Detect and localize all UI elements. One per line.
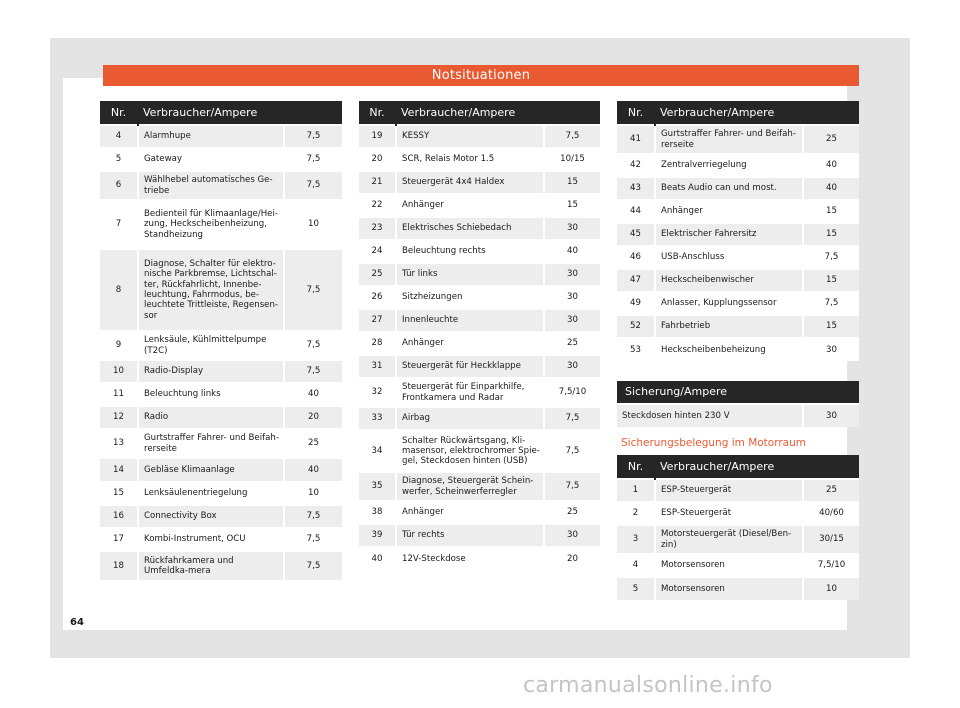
consumer-cell: Motorsensoren (655, 577, 803, 600)
ampere-cell: 40/60 (803, 502, 859, 525)
ampere-cell: 7,5 (284, 528, 342, 551)
fuse-number-cell: 38 (359, 501, 396, 524)
consumer-cell: Anhänger (396, 332, 544, 355)
consumer-cell: Elektrisches Schiebedach (396, 217, 544, 240)
fuse-ampere-table (617, 403, 859, 427)
header-consumer: Verbraucher/Ampere (138, 101, 342, 125)
consumer-cell: Gebläse Klimaanlage (138, 458, 284, 482)
ampere-cell: 15 (803, 315, 859, 338)
fuse-number-cell: 49 (617, 292, 655, 315)
fuse-number-cell: 5 (100, 148, 138, 171)
fuse-number-cell: 21 (359, 171, 396, 194)
ampere-cell: 30 (544, 309, 600, 332)
ampere-cell: 10 (284, 200, 342, 249)
ampere-cell: 40 (803, 154, 859, 177)
engine-compartment-heading: Sicherungsbelegung im Motorraum (621, 437, 806, 449)
table-row (617, 154, 859, 177)
table-row (100, 148, 342, 171)
consumer-cell: Schalter Rückwärtsgang, Kli-masensor, elektrochromer Spie-gel, Steckdosen hinten (USB) (396, 430, 544, 472)
ampere-cell: 7,5 (284, 331, 342, 360)
ampere-cell: 30 (544, 286, 600, 309)
fuse-number-cell: 27 (359, 309, 396, 332)
table-row (617, 315, 859, 338)
fuse-number-cell: 22 (359, 194, 396, 217)
table-row (100, 429, 342, 458)
ampere-cell: 25 (544, 501, 600, 524)
ampere-cell: 7,5 (803, 292, 859, 315)
table-row (359, 355, 600, 378)
header-nr: Nr. (617, 455, 655, 479)
fuse-number-cell: 52 (617, 315, 655, 338)
fuse-number-cell: 19 (359, 125, 396, 148)
consumer-cell: Beleuchtung rechts (396, 240, 544, 263)
fuse-number-cell: 35 (359, 472, 396, 501)
table-row (617, 177, 859, 200)
ampere-cell: 10 (284, 482, 342, 505)
table-row (359, 125, 600, 148)
consumer-cell: Anhänger (396, 194, 544, 217)
fuse-number-cell: 12 (100, 406, 138, 429)
consumer-cell: Diagnose, Steuergerät Schein-werfer, Scheinwerferregler (396, 472, 544, 501)
consumer-cell: Motorsensoren (655, 554, 803, 577)
table-row (617, 269, 859, 292)
ampere-cell: 7,5 (544, 430, 600, 472)
consumer-cell: Steuergerät für Einparkhilfe, Frontkamera und Radar (396, 378, 544, 407)
fuse-number-cell: 4 (100, 125, 138, 148)
consumer-cell: USB-Anschluss (655, 246, 803, 269)
table-row (359, 309, 600, 332)
consumer-cell: ESP-Steuergerät (655, 479, 803, 502)
ampere-cell: 30 (803, 404, 859, 427)
ampere-cell: 7,5 (284, 360, 342, 383)
ampere-cell: 25 (544, 332, 600, 355)
table-row (100, 125, 342, 148)
fuse-number-cell: 20 (359, 148, 396, 171)
consumer-cell: Steuergerät 4x4 Haldex (396, 171, 544, 194)
consumer-cell: Anhänger (396, 501, 544, 524)
table-row (100, 331, 342, 360)
ampere-cell: 30 (803, 338, 859, 361)
ampere-cell: 15 (803, 269, 859, 292)
ampere-cell: 30 (544, 524, 600, 547)
table-row (617, 554, 859, 577)
engine-fuse-table (617, 455, 859, 600)
table-row (359, 148, 600, 171)
consumer-cell: Tür links (396, 263, 544, 286)
fuse-number-cell: 11 (100, 383, 138, 406)
fuse-number-cell: 1 (617, 479, 655, 502)
table-row (100, 482, 342, 505)
consumer-cell: Heckscheibenwischer (655, 269, 803, 292)
ampere-cell: 7,5 (544, 407, 600, 430)
table-row (359, 286, 600, 309)
header-nr: Nr. (359, 101, 396, 125)
fuse-number-cell: 32 (359, 378, 396, 407)
ampere-cell: 7,5/10 (803, 554, 859, 577)
ampere-cell: 20 (544, 547, 600, 570)
page-number: 64 (70, 617, 84, 628)
section-title-banner: Notsituationen (103, 65, 859, 86)
table-row (617, 292, 859, 315)
consumer-cell: Fahrbetrieb (655, 315, 803, 338)
table-row (100, 458, 342, 482)
fuse-number-cell: 18 (100, 551, 138, 580)
table-row (359, 547, 600, 570)
table-row (359, 524, 600, 547)
consumer-cell: Radio-Display (138, 360, 284, 383)
consumer-cell: Steckdosen hinten 230 V (617, 404, 803, 427)
consumer-cell: Beleuchtung links (138, 383, 284, 406)
table-row (100, 551, 342, 580)
ampere-cell: 15 (803, 223, 859, 246)
fuse-number-cell: 44 (617, 200, 655, 223)
fuse-number-cell: 8 (100, 249, 138, 331)
fuse-number-cell: 6 (100, 171, 138, 200)
table-row (100, 360, 342, 383)
table-row (617, 525, 859, 554)
table-row (100, 528, 342, 551)
consumer-cell: Elektrischer Fahrersitz (655, 223, 803, 246)
table-row (617, 479, 859, 502)
ampere-cell: 40 (544, 240, 600, 263)
fuse-number-cell: 34 (359, 430, 396, 472)
consumer-cell: Lenksäulenentriegelung (138, 482, 284, 505)
watermark: carmanualsonline.info (523, 673, 773, 698)
fuse-number-cell: 41 (617, 125, 655, 154)
fuse-number-cell: 43 (617, 177, 655, 200)
fuse-table-1 (100, 101, 342, 580)
fuse-number-cell: 4 (617, 554, 655, 577)
consumer-cell: Radio (138, 406, 284, 429)
fuse-number-cell: 26 (359, 286, 396, 309)
ampere-cell: 7,5 (284, 125, 342, 148)
table-row (617, 200, 859, 223)
ampere-cell: 30/15 (803, 525, 859, 554)
table-row (359, 171, 600, 194)
fuse-number-cell: 28 (359, 332, 396, 355)
ampere-cell: 25 (803, 125, 859, 154)
consumer-cell: Gurtstraffer Fahrer- und Beifah-rerseite (138, 429, 284, 458)
fuse-number-cell: 10 (100, 360, 138, 383)
table-row (100, 406, 342, 429)
consumer-cell: KESSY (396, 125, 544, 148)
ampere-cell: 7,5 (284, 148, 342, 171)
table-row (617, 577, 859, 600)
ampere-cell: 20 (284, 406, 342, 429)
ampere-cell: 40 (803, 177, 859, 200)
consumer-cell: SCR, Relais Motor 1.5 (396, 148, 544, 171)
fuse-number-cell: 9 (100, 331, 138, 360)
fuse-number-cell: 15 (100, 482, 138, 505)
table-row (100, 171, 342, 200)
table-row (359, 194, 600, 217)
ampere-cell: 40 (284, 458, 342, 482)
fuse-number-cell: 45 (617, 223, 655, 246)
fuse-number-cell: 2 (617, 502, 655, 525)
table-row (359, 430, 600, 472)
table-row (359, 407, 600, 430)
consumer-cell: Steuergerät für Heckklappe (396, 355, 544, 378)
fuse-number-cell: 17 (100, 528, 138, 551)
fuse-number-cell: 42 (617, 154, 655, 177)
ampere-cell: 7,5 (544, 125, 600, 148)
fuse-number-cell: 5 (617, 577, 655, 600)
ampere-cell: 30 (544, 263, 600, 286)
table-row (617, 502, 859, 525)
ampere-cell: 7,5 (284, 505, 342, 528)
consumer-cell: ESP-Steuergerät (655, 502, 803, 525)
ampere-cell: 30 (544, 217, 600, 240)
table-row (100, 200, 342, 249)
fuse-number-cell: 40 (359, 547, 396, 570)
fuse-number-cell: 33 (359, 407, 396, 430)
fuse-number-cell: 13 (100, 429, 138, 458)
consumer-cell: Anlasser, Kupplungssensor (655, 292, 803, 315)
consumer-cell: Gurtstraffer Fahrer- und Beifah-rerseite (655, 125, 803, 154)
fuse-number-cell: 53 (617, 338, 655, 361)
header-nr: Nr. (100, 101, 138, 125)
consumer-cell: Beats Audio can und most. (655, 177, 803, 200)
header-consumer: Verbraucher/Ampere (396, 101, 600, 125)
consumer-cell: Rückfahrkamera und Umfeldka-mera (138, 551, 284, 580)
consumer-cell: Tür rechts (396, 524, 544, 547)
fuse-number-cell: 24 (359, 240, 396, 263)
fuse-number-cell: 23 (359, 217, 396, 240)
fuse-table-2 (359, 101, 600, 570)
ampere-cell: 7,5 (284, 249, 342, 331)
fuse-ampere-heading: Sicherung/Ampere (617, 381, 859, 403)
table-row (617, 338, 859, 361)
consumer-cell: Connectivity Box (138, 505, 284, 528)
fuse-number-cell: 16 (100, 505, 138, 528)
table-row (617, 125, 859, 154)
ampere-cell: 25 (284, 429, 342, 458)
ampere-cell: 7,5 (284, 171, 342, 200)
fuse-number-cell: 25 (359, 263, 396, 286)
fuse-number-cell: 47 (617, 269, 655, 292)
ampere-cell: 7,5 (544, 472, 600, 501)
ampere-cell: 40 (284, 383, 342, 406)
table-row (617, 223, 859, 246)
header-consumer: Verbraucher/Ampere (655, 455, 859, 479)
consumer-cell: Innenleuchte (396, 309, 544, 332)
consumer-cell: Gateway (138, 148, 284, 171)
consumer-cell: Alarmhupe (138, 125, 284, 148)
ampere-cell: 30 (544, 355, 600, 378)
header-nr: Nr. (617, 101, 655, 125)
consumer-cell: Motorsteuergerät (Diesel/Ben-zin) (655, 525, 803, 554)
table-row (359, 263, 600, 286)
table-row (359, 501, 600, 524)
ampere-cell: 7,5 (284, 551, 342, 580)
table-row (359, 472, 600, 501)
table-header (617, 455, 859, 479)
table-row (100, 383, 342, 406)
ampere-cell: 15 (803, 200, 859, 223)
consumer-cell: Heckscheibenbeheizung (655, 338, 803, 361)
ampere-cell: 15 (544, 171, 600, 194)
consumer-cell: Sitzheizungen (396, 286, 544, 309)
table-row (359, 240, 600, 263)
ampere-cell: 25 (803, 479, 859, 502)
consumer-cell: Bedienteil für Klimaanlage/Hei-zung, Heckscheibenheizung, Standheizung (138, 200, 284, 249)
ampere-cell: 7,5/10 (544, 378, 600, 407)
fuse-number-cell: 46 (617, 246, 655, 269)
table-header (617, 101, 859, 125)
fuse-number-cell: 3 (617, 525, 655, 554)
table-header (100, 101, 342, 125)
fuse-number-cell: 39 (359, 524, 396, 547)
ampere-cell: 10 (803, 577, 859, 600)
table-header (359, 101, 600, 125)
fuse-number-cell: 14 (100, 458, 138, 482)
table-row (359, 378, 600, 407)
consumer-cell: Kombi-Instrument, OCU (138, 528, 284, 551)
consumer-cell: 12V-Steckdose (396, 547, 544, 570)
consumer-cell: Wählhebel automatisches Ge-triebe (138, 171, 284, 200)
table-row (617, 246, 859, 269)
table-row (617, 404, 859, 427)
consumer-cell: Zentralverriegelung (655, 154, 803, 177)
table-row (100, 505, 342, 528)
consumer-cell: Lenksäule, Kühlmittelpumpe (T2C) (138, 331, 284, 360)
header-consumer: Verbraucher/Ampere (655, 101, 859, 125)
consumer-cell: Anhänger (655, 200, 803, 223)
fuse-number-cell: 7 (100, 200, 138, 249)
consumer-cell: Airbag (396, 407, 544, 430)
consumer-cell: Diagnose, Schalter für elektro-nische Parkbremse, Lichtschal-ter, Rückfahrlicht, Innenbe-leuchtung, Fahrmodus, be-leuchtete Trittleiste, Regensen-sor (138, 249, 284, 331)
table-row (359, 332, 600, 355)
fuse-number-cell: 31 (359, 355, 396, 378)
ampere-cell: 15 (544, 194, 600, 217)
ampere-cell: 7,5 (803, 246, 859, 269)
fuse-table-3 (617, 101, 859, 361)
ampere-cell: 10/15 (544, 148, 600, 171)
table-row (359, 217, 600, 240)
table-row (100, 249, 342, 331)
